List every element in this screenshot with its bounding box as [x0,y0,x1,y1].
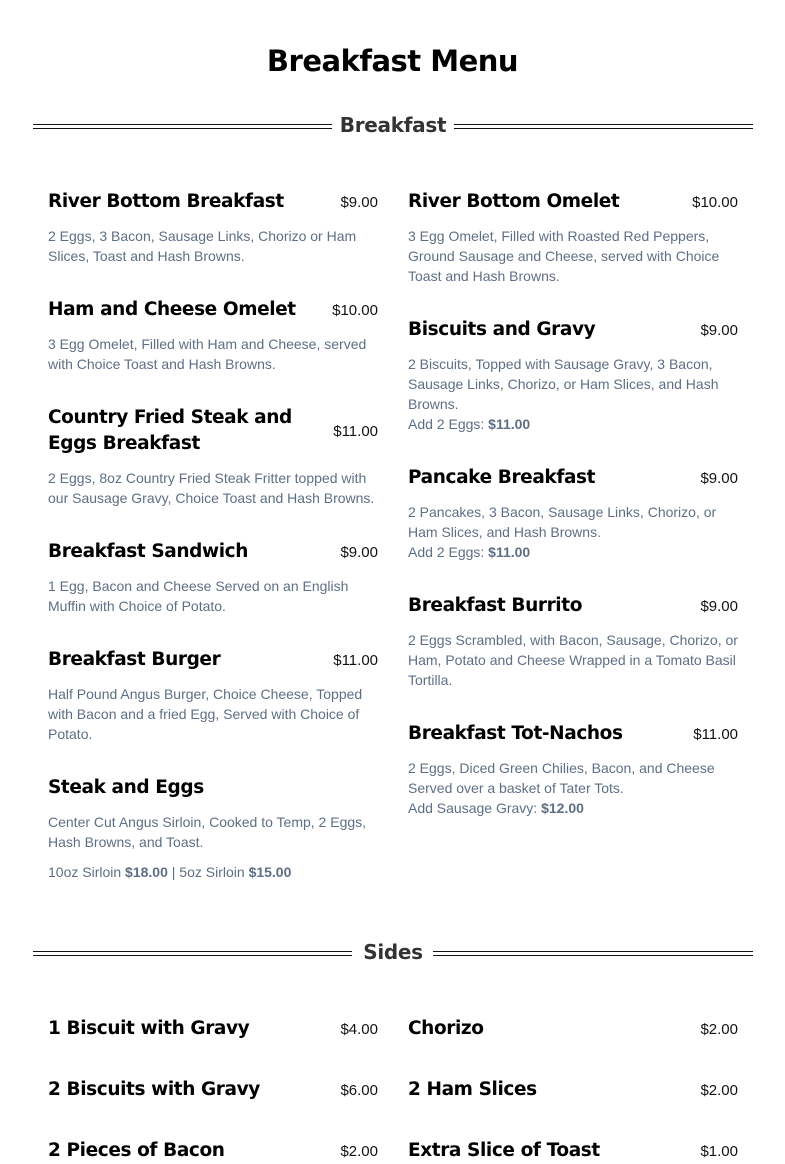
item-options [48,862,378,882]
item-price: $9.00 [340,193,378,211]
item-name: Breakfast Burger [48,649,221,670]
item-name: Steak and Eggs [48,777,204,798]
section-divider-sides [33,939,753,969]
item-name: Pancake Breakfast [408,467,596,488]
item-price: $2.00 [700,1081,738,1099]
sides-column-right [408,1016,738,1164]
option-price: $18.00 [125,864,168,880]
addon-price: $11.00 [488,416,531,432]
item-description: 2 Eggs, 8oz Country Fried Steak Fritter topped with our Sausage Gravy, Choice Toast and Hash Browns. [48,470,375,506]
item-description: 2 Biscuits, Topped with Sausage Gravy, 3 Bacon, Sausage Links, Chorizo, or Ham Slices, and Hash Browns. [408,356,719,412]
item-addon [408,414,738,434]
menu-item [408,465,738,562]
addon-label: Add 2 Eggs: [408,544,485,560]
item-price: $1.00 [700,1142,738,1160]
option-price: $15.00 [248,864,292,880]
item-name: Breakfast Sandwich [48,541,248,562]
item-price: $9.00 [700,321,738,339]
item-description: 3 Egg Omelet, Filled with Ham and Cheese, served with Choice Toast and Hash Browns. [48,336,367,372]
item-name: Country Fried Steak and Eggs Breakfast [48,407,292,454]
addon-price: $12.00 [541,800,584,816]
section-divider-breakfast [33,112,753,142]
item-name: 2 Biscuits with Gravy [48,1079,260,1100]
menu-item [48,539,378,616]
menu-item [48,775,378,882]
item-description: 2 Pancakes, 3 Bacon, Sausage Links, Chorizo, or Ham Slices, and Hash Browns. [408,504,717,540]
breakfast-column-right [408,189,738,818]
item-name: Ham and Cheese Omelet [48,299,296,320]
menu-item [408,1077,738,1103]
menu-item [48,405,378,508]
item-name: Breakfast Burrito [408,595,582,616]
menu-item [408,593,738,690]
menu-item [48,647,378,744]
item-description: 3 Egg Omelet, Filled with Roasted Red Peppers, Ground Sausage and Cheese, served with Choice Toast and Hash Browns. [408,228,720,284]
item-description: 2 Eggs, 3 Bacon, Sausage Links, Chorizo or Ham Slices, Toast and Hash Browns. [48,228,357,264]
item-name: 2 Ham Slices [408,1079,537,1100]
page-title: Breakfast Menu [266,44,519,78]
section-title-breakfast: Breakfast [339,113,447,137]
option-label: 5oz Sirloin [179,864,245,880]
item-price: $11.00 [333,651,378,669]
section-title-sides: Sides [363,940,423,964]
menu-item [408,721,738,818]
menu-item [48,189,378,266]
item-price: $11.00 [333,422,378,440]
addon-label: Add 2 Eggs: [408,416,485,432]
item-description: 2 Eggs Scrambled, with Bacon, Sausage, Chorizo, or Ham, Potato and Cheese Wrapped in a Tomato Basil Tortilla. [408,632,738,688]
menu-item [48,1138,378,1164]
item-name: Extra Slice of Toast [408,1140,600,1161]
divider-line-right [454,124,753,129]
addon-price: $11.00 [488,544,531,560]
menu-item [48,1077,378,1103]
item-price: $6.00 [340,1081,378,1099]
item-description: Half Pound Angus Burger, Choice Cheese, Topped with Bacon and a fried Egg, Served with Choice of Potato. [48,686,363,742]
item-description: Center Cut Angus Sirloin, Cooked to Temp, 2 Eggs, Hash Browns, and Toast. [48,814,367,850]
item-price: $2.00 [340,1142,378,1160]
item-price: $9.00 [340,543,378,561]
item-price: $9.00 [700,597,738,615]
item-price: $10.00 [332,301,378,319]
addon-label: Add Sausage Gravy: [408,800,538,816]
item-price: $2.00 [700,1020,738,1038]
sides-column-left [48,1016,378,1164]
menu-item [408,189,738,286]
item-addon [408,542,738,562]
item-price: $4.00 [340,1020,378,1038]
menu-item [48,1016,378,1042]
item-name: Chorizo [408,1018,484,1039]
item-name: Biscuits and Gravy [408,319,596,340]
item-name: River Bottom Omelet [408,191,620,212]
item-addon [408,798,738,818]
item-name: River Bottom Breakfast [48,191,284,212]
item-description: 2 Eggs, Diced Green Chilies, Bacon, and Cheese Served over a basket of Tater Tots. [408,760,715,796]
item-price: $10.00 [692,193,738,211]
breakfast-column-left [48,189,378,882]
item-name: 2 Pieces of Bacon [48,1140,225,1161]
menu-item [408,317,738,434]
item-name: Breakfast Tot-Nachos [408,723,623,744]
divider-line-right [433,951,753,956]
item-description: 1 Egg, Bacon and Cheese Served on an English Muffin with Choice of Potato. [48,578,349,614]
menu-item [48,297,378,374]
option-label: 10oz Sirloin [48,864,122,880]
item-price: $9.00 [700,469,738,487]
option-separator: | [171,864,176,880]
menu-item [408,1016,738,1042]
item-name: 1 Biscuit with Gravy [48,1018,250,1039]
item-price: $11.00 [693,725,738,743]
menu-item [408,1138,738,1164]
